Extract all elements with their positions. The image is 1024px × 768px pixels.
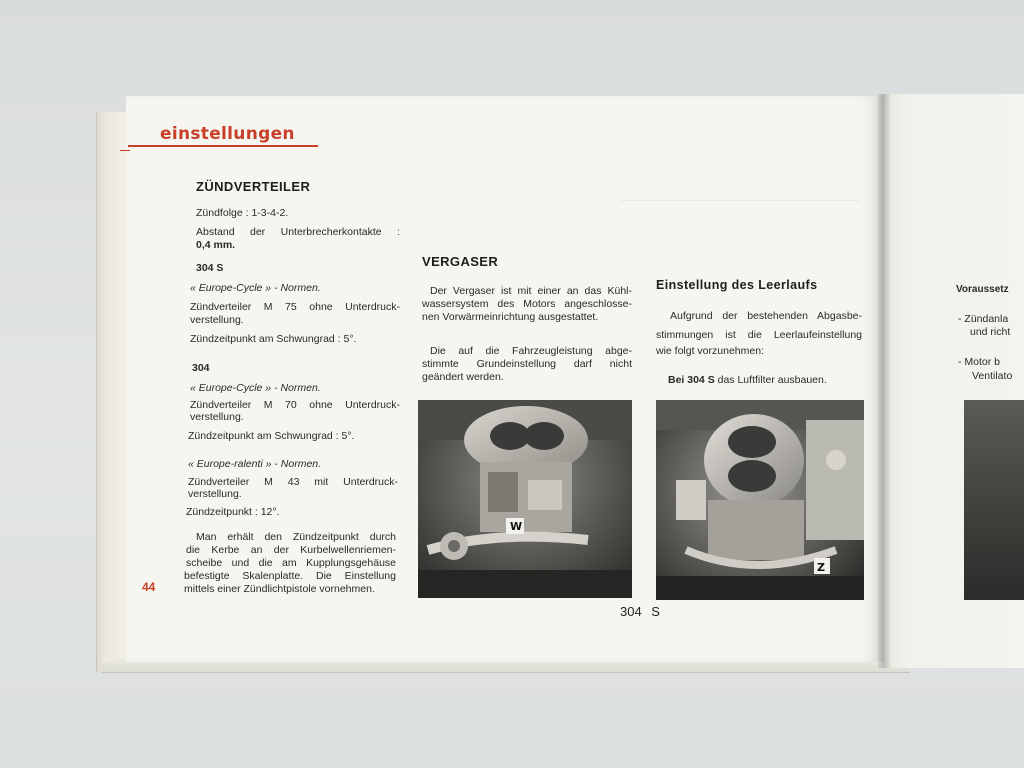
bei-304s-rest: das Luftfilter ausbauen. bbox=[714, 374, 827, 386]
bei-304s-bold: Bei 304 S bbox=[668, 374, 715, 386]
verg-p2-l3: geändert werden. bbox=[422, 371, 504, 383]
photo-caption: 304 S bbox=[620, 604, 660, 619]
dist-304-l2: verstellung. bbox=[190, 411, 244, 423]
leer-p1-l3: wie folgt vorzunehmen: bbox=[656, 345, 764, 357]
dist-304s-l1: Zündverteiler M 75 ohne Unterdruck- bbox=[190, 301, 400, 313]
norm2-304: « Europe-ralenti » - Normen. bbox=[188, 458, 322, 470]
header-rule bbox=[128, 145, 318, 147]
zundverteiler-title: ZÜNDVERTEILER bbox=[196, 179, 311, 194]
heading-304: 304 bbox=[192, 362, 210, 374]
dist-304s-l2: verstellung. bbox=[190, 314, 244, 326]
dist-304-l1: Zündverteiler M 70 ohne Unterdruck- bbox=[190, 399, 400, 411]
gap-line1: Abstand der Unterbrecherkontakte : bbox=[196, 226, 400, 238]
norm-304: « Europe-Cycle » - Normen. bbox=[190, 382, 321, 394]
timing2-304: Zündzeitpunkt : 12°. bbox=[186, 506, 280, 518]
carburetor-photo-2 bbox=[656, 400, 864, 600]
para-l3: scheibe und die am Kupplungsgehäuse bbox=[186, 557, 396, 569]
vergaser-title: VERGASER bbox=[422, 254, 499, 269]
heading-304s: 304 S bbox=[196, 262, 224, 274]
carburetor-photo-1-art bbox=[418, 400, 632, 598]
next-b2-l1: - Motor b bbox=[958, 356, 1001, 368]
leerlauf-title: Einstellung des Leerlaufs bbox=[656, 278, 818, 292]
leer-p1-l1: Aufgrund der bestehenden Abgasbe- bbox=[670, 310, 862, 322]
next-b2-l2: Ventilato bbox=[972, 370, 1013, 382]
photo1-label-w: W bbox=[510, 520, 523, 533]
carburetor-photo-1 bbox=[418, 400, 632, 598]
next-b1-l2: und richt bbox=[970, 326, 1011, 338]
dist2-304-l2: verstellung. bbox=[188, 488, 242, 500]
verg-p1-l1: Der Vergaser ist mit einer an das Kühl- bbox=[430, 285, 632, 297]
next-b1-l1: - Zündanla bbox=[958, 313, 1009, 325]
section-header: einstellungen bbox=[160, 124, 295, 144]
verg-p1-l2: wassersystem des Motors angeschlosse- bbox=[422, 298, 632, 310]
para-l2: die Kerbe an der Kurbelwellenriemen- bbox=[186, 544, 396, 556]
verg-p1-l3: nen Vorwärmeinrichtung ausgestattet. bbox=[422, 311, 599, 323]
bei-304s-line bbox=[668, 374, 827, 387]
timing-304: Zündzeitpunkt am Schwungrad : 5°. bbox=[188, 430, 355, 442]
para-l1: Man erhält den Zündzeitpunkt durch bbox=[196, 531, 396, 543]
next-page-title: Voraussetz bbox=[956, 284, 1009, 295]
para-l4: befestigte Skalenplatte. Die Einstellung bbox=[184, 570, 396, 582]
header-rule-tick bbox=[120, 150, 130, 151]
photo2-label-z: Z bbox=[817, 561, 825, 574]
verg-p2-l1: Die auf die Fahrzeugleistung abge- bbox=[430, 345, 632, 357]
norm-304s: « Europe-Cycle » - Normen. bbox=[190, 282, 321, 294]
gap-line2: 0,4 mm. bbox=[196, 239, 236, 251]
timing-304s: Zündzeitpunkt am Schwungrad : 5°. bbox=[190, 333, 357, 345]
firing-order: Zündfolge : 1-3-4-2. bbox=[196, 207, 289, 219]
carburetor-photo-2-art bbox=[656, 400, 864, 600]
para-l5: mittels einer Zündlichtpistole vornehmen. bbox=[184, 583, 375, 595]
verg-p2-l2: stimmte Grundeinstellung darf nicht bbox=[422, 358, 632, 370]
page-stack-edge bbox=[96, 112, 127, 672]
leer-p1-l2: stimmungen ist die Leerlaufeinstellung bbox=[656, 329, 862, 341]
dist2-304-l1: Zündverteiler M 43 mit Unterdruck- bbox=[188, 476, 398, 488]
book-spine bbox=[878, 94, 890, 668]
show-through bbox=[620, 200, 860, 261]
next-page-photo bbox=[964, 400, 1024, 600]
page-number: 44 bbox=[142, 580, 156, 594]
